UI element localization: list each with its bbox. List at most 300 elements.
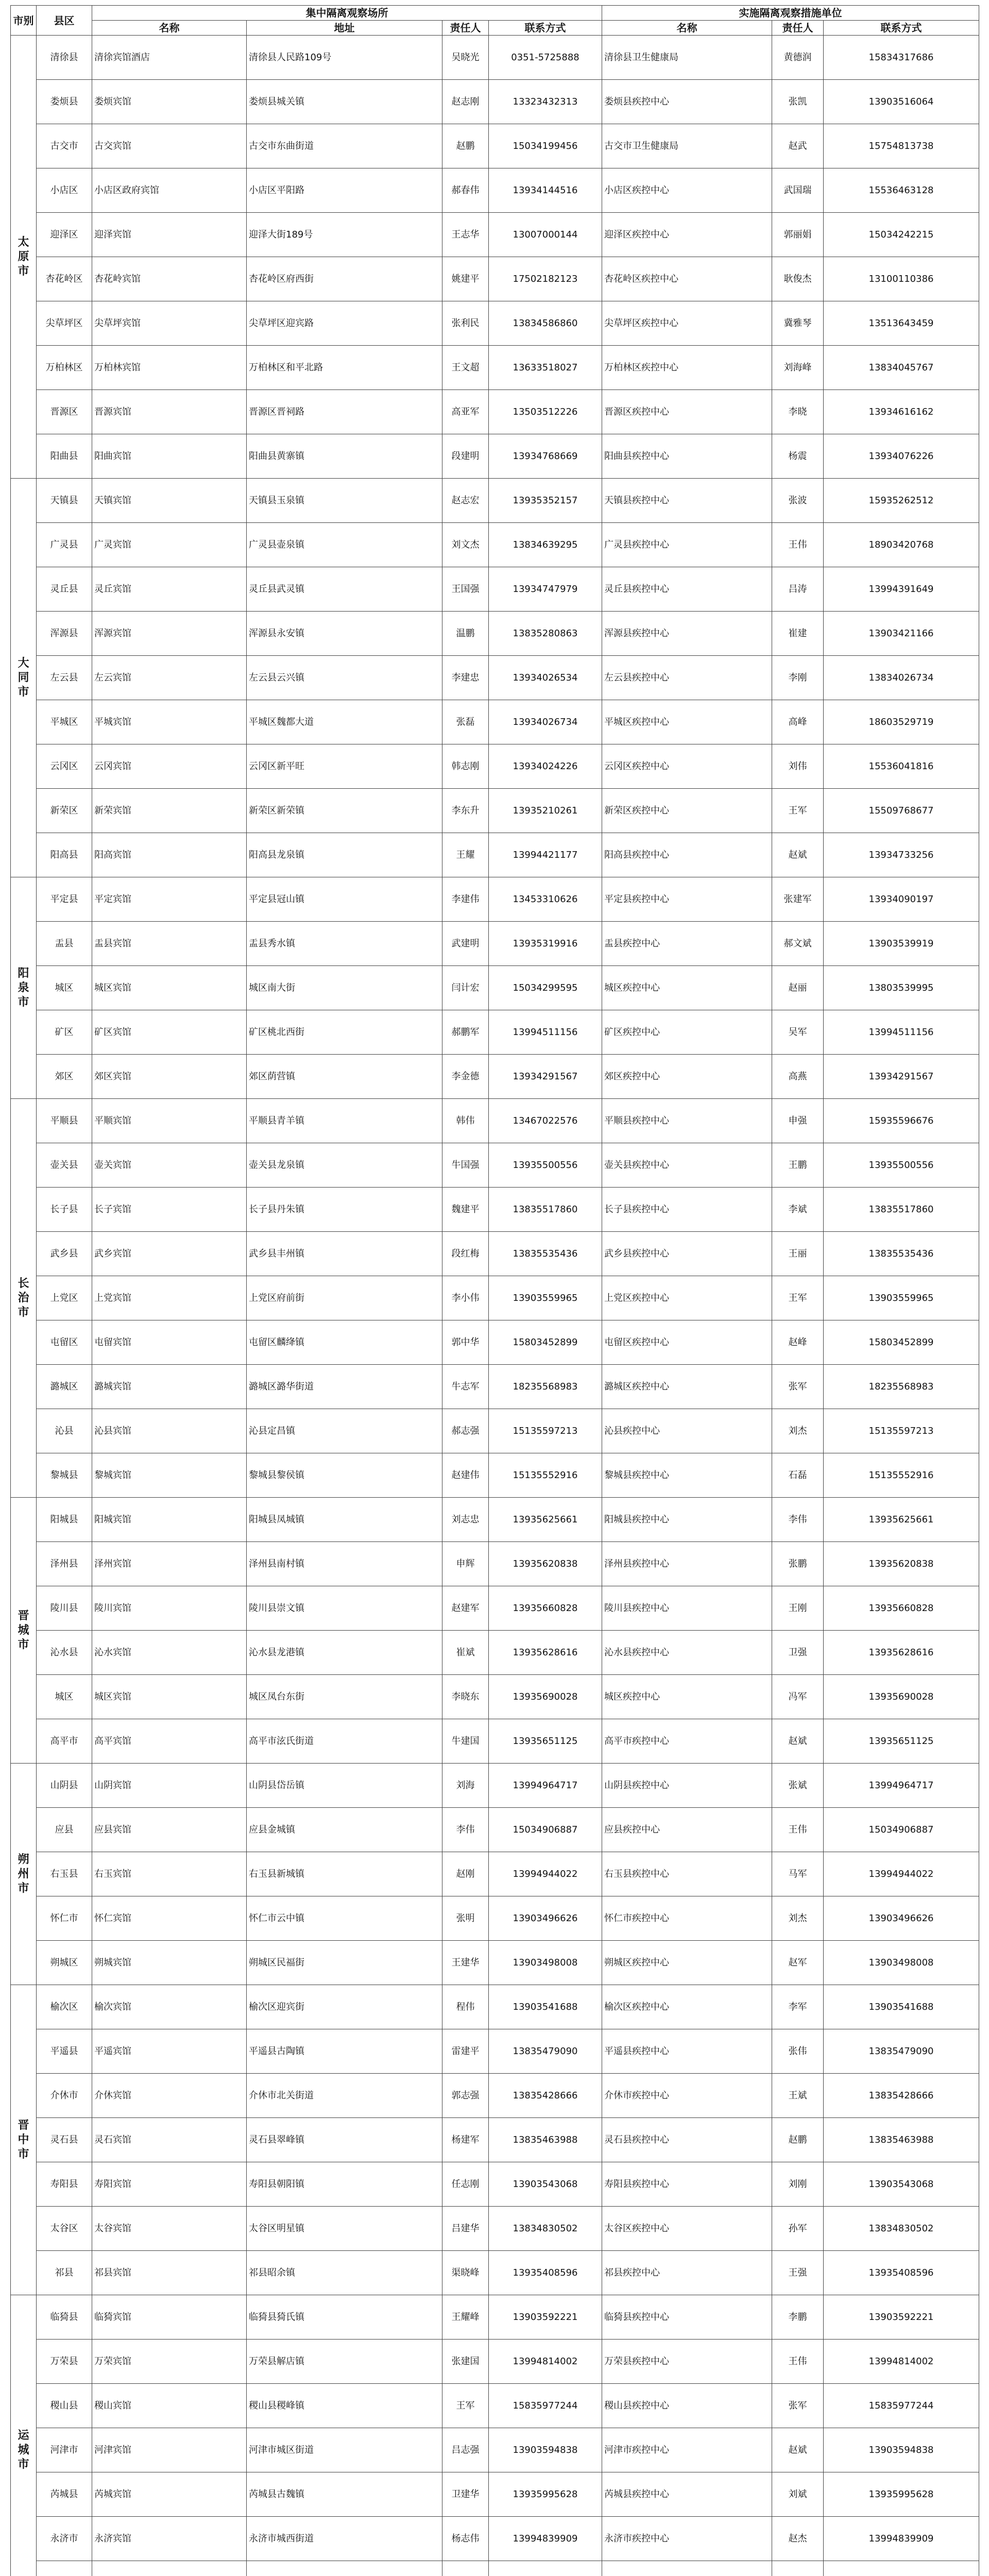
impl-person-cell: 张军 bbox=[772, 2384, 824, 2428]
impl-person-cell: 赵斌 bbox=[772, 2428, 824, 2472]
city-cell: 晋城市 bbox=[11, 1498, 37, 1764]
impl-name-cell: 稷山县疾控中心 bbox=[602, 2384, 772, 2428]
table-row bbox=[11, 1675, 979, 1719]
impl-phone-cell: 13935500556 bbox=[824, 1143, 979, 1188]
site-phone-cell: 13935319916 bbox=[489, 922, 602, 966]
site-phone-cell: 13903594838 bbox=[489, 2428, 602, 2472]
county-cell: 陵川县 bbox=[37, 1586, 92, 1631]
site-name-cell: 上党宾馆 bbox=[92, 1276, 247, 1320]
site-name-cell: 左云宾馆 bbox=[92, 656, 247, 700]
table-row bbox=[11, 1188, 979, 1232]
impl-phone-cell: 15536041816 bbox=[824, 744, 979, 789]
site-phone-cell: 15803452899 bbox=[489, 1320, 602, 1365]
site-address-cell: 娄烦县城关镇 bbox=[247, 80, 442, 124]
site-person-cell: 韩伟 bbox=[442, 1099, 489, 1143]
site-name-cell: 河津宾馆 bbox=[92, 2428, 247, 2472]
impl-name-cell: 晋源区疾控中心 bbox=[602, 390, 772, 434]
impl-phone-cell: 13903592221 bbox=[824, 2295, 979, 2340]
header-name: 名称 bbox=[92, 21, 247, 36]
site-name-cell: 郊区宾馆 bbox=[92, 1055, 247, 1099]
site-address-cell: 泽州县南村镇 bbox=[247, 1542, 442, 1586]
site-name-cell: 古交宾馆 bbox=[92, 124, 247, 168]
site-phone-cell: 13834830502 bbox=[489, 2207, 602, 2251]
site-person-cell: 张利民 bbox=[442, 301, 489, 346]
city-cell: 长治市 bbox=[11, 1099, 37, 1498]
site-name-cell: 阳曲宾馆 bbox=[92, 434, 247, 479]
site-phone-cell: 13994814002 bbox=[489, 2340, 602, 2384]
impl-person-cell: 高峰 bbox=[772, 700, 824, 744]
county-cell: 平城区 bbox=[37, 700, 92, 744]
impl-phone-cell: 13934733256 bbox=[824, 833, 979, 877]
impl-phone-cell: 13935690028 bbox=[824, 1675, 979, 1719]
impl-name-cell: 郊区疾控中心 bbox=[602, 1055, 772, 1099]
site-phone-cell: 15034299595 bbox=[489, 966, 602, 1010]
impl-person-cell: 赵峰 bbox=[772, 1320, 824, 1365]
site-address-cell: 城区凤台东街 bbox=[247, 1675, 442, 1719]
table-row bbox=[11, 1409, 979, 1453]
impl-person-cell: 王鹏 bbox=[772, 1143, 824, 1188]
site-name-cell: 祁县宾馆 bbox=[92, 2251, 247, 2295]
table-row bbox=[11, 1276, 979, 1320]
site-name-cell: 尖草坪宾馆 bbox=[92, 301, 247, 346]
table-row bbox=[11, 2428, 979, 2472]
impl-person-cell: 杨震 bbox=[772, 434, 824, 479]
county-cell: 阳城县 bbox=[37, 1498, 92, 1542]
impl-person-cell: 李鹏 bbox=[772, 2295, 824, 2340]
impl-name-cell: 芮城县疾控中心 bbox=[602, 2472, 772, 2517]
site-address-cell: 高平市泫氏街道 bbox=[247, 1719, 442, 1764]
site-person-cell: 段建明 bbox=[442, 434, 489, 479]
impl-phone-cell: 13903541688 bbox=[824, 1985, 979, 2029]
impl-person-cell: 刘杰 bbox=[772, 1409, 824, 1453]
impl-person-cell: 冀雅琴 bbox=[772, 301, 824, 346]
impl-person-cell: 赵杰 bbox=[772, 2517, 824, 2561]
impl-phone-cell: 13934616162 bbox=[824, 390, 979, 434]
county-cell: 新荣区 bbox=[37, 789, 92, 833]
impl-person-cell: 刘杰 bbox=[772, 1896, 824, 1941]
impl-person-cell: 张鹏 bbox=[772, 1542, 824, 1586]
impl-name-cell: 平定县疾控中心 bbox=[602, 877, 772, 922]
impl-phone-cell: 13935651125 bbox=[824, 1719, 979, 1764]
impl-phone-cell: 13834026734 bbox=[824, 656, 979, 700]
header-impl-person: 责任人 bbox=[772, 21, 824, 36]
impl-name-cell: 平顺县疾控中心 bbox=[602, 1099, 772, 1143]
impl-name-cell: 泽州县疾控中心 bbox=[602, 1542, 772, 1586]
site-person-cell: 王国强 bbox=[442, 567, 489, 612]
site-name-cell: 稷山宾馆 bbox=[92, 2384, 247, 2428]
site-address-cell: 平定县冠山镇 bbox=[247, 877, 442, 922]
site-person-cell: 牛建国 bbox=[442, 1719, 489, 1764]
site-address-cell: 古交市东曲街道 bbox=[247, 124, 442, 168]
impl-name-cell: 永济市疾控中心 bbox=[602, 2517, 772, 2561]
site-address-cell: 平城区魏都大道 bbox=[247, 700, 442, 744]
site-phone-cell: 13935352157 bbox=[489, 479, 602, 523]
site-phone-cell: 15835977244 bbox=[489, 2384, 602, 2428]
site-address-cell bbox=[247, 2561, 442, 2576]
impl-phone-cell: 13935660828 bbox=[824, 1586, 979, 1631]
county-cell: 云冈区 bbox=[37, 744, 92, 789]
site-phone-cell: 13935500556 bbox=[489, 1143, 602, 1188]
county-cell: 山阴县 bbox=[37, 1764, 92, 1808]
table-row bbox=[11, 1498, 979, 1542]
site-person-cell: 郭中华 bbox=[442, 1320, 489, 1365]
site-address-cell: 阳高县龙泉镇 bbox=[247, 833, 442, 877]
table-row bbox=[11, 257, 979, 301]
county-cell: 长子县 bbox=[37, 1188, 92, 1232]
impl-phone-cell: 15803452899 bbox=[824, 1320, 979, 1365]
site-address-cell: 祁县昭余镇 bbox=[247, 2251, 442, 2295]
site-phone-cell: 13903498008 bbox=[489, 1941, 602, 1985]
county-cell: 万柏林区 bbox=[37, 346, 92, 390]
impl-person-cell: 王军 bbox=[772, 1276, 824, 1320]
table-row bbox=[11, 301, 979, 346]
site-name-cell: 介休宾馆 bbox=[92, 2074, 247, 2118]
site-person-cell: 张建国 bbox=[442, 2340, 489, 2384]
impl-phone-cell: 13994839909 bbox=[824, 2517, 979, 2561]
impl-phone-cell: 13834045767 bbox=[824, 346, 979, 390]
site-phone-cell: 13835280863 bbox=[489, 612, 602, 656]
site-person-cell: 赵刚 bbox=[442, 1852, 489, 1896]
county-cell: 榆次区 bbox=[37, 1985, 92, 2029]
table-row bbox=[11, 1143, 979, 1188]
table-row bbox=[11, 1453, 979, 1498]
impl-person-cell: 赵斌 bbox=[772, 833, 824, 877]
site-person-cell: 吕志强 bbox=[442, 2428, 489, 2472]
table-row bbox=[11, 2074, 979, 2118]
impl-phone-cell: 15834317686 bbox=[824, 36, 979, 80]
site-address-cell: 河津市城区街道 bbox=[247, 2428, 442, 2472]
site-address-cell: 万柏林区和平北路 bbox=[247, 346, 442, 390]
county-cell: 介休市 bbox=[37, 2074, 92, 2118]
site-name-cell: 朔城宾馆 bbox=[92, 1941, 247, 1985]
impl-name-cell: 尖草坪区疾控中心 bbox=[602, 301, 772, 346]
impl-name-cell: 矿区疾控中心 bbox=[602, 1010, 772, 1055]
impl-phone-cell: 13835479090 bbox=[824, 2029, 979, 2074]
city-cell: 朔州市 bbox=[11, 1764, 37, 1985]
table-row bbox=[11, 2162, 979, 2207]
impl-phone-cell: 13934090197 bbox=[824, 877, 979, 922]
site-name-cell: 盂县宾馆 bbox=[92, 922, 247, 966]
header-county: 县区 bbox=[37, 6, 92, 36]
site-address-cell: 壶关县龙泉镇 bbox=[247, 1143, 442, 1188]
site-person-cell: 李建忠 bbox=[442, 656, 489, 700]
site-phone-cell: 13994511156 bbox=[489, 1010, 602, 1055]
impl-name-cell: 阳曲县疾控中心 bbox=[602, 434, 772, 479]
impl-phone-cell: 13835428666 bbox=[824, 2074, 979, 2118]
table-row bbox=[11, 2340, 979, 2384]
impl-name-cell: 临猗县疾控中心 bbox=[602, 2295, 772, 2340]
site-person-cell: 吕建华 bbox=[442, 2207, 489, 2251]
table-body bbox=[11, 36, 979, 2576]
site-address-cell: 杏花岭区府西街 bbox=[247, 257, 442, 301]
site-address-cell: 应县金城镇 bbox=[247, 1808, 442, 1852]
site-person-cell: 赵鹏 bbox=[442, 124, 489, 168]
impl-person-cell: 张建军 bbox=[772, 877, 824, 922]
site-phone-cell: 15034906887 bbox=[489, 1808, 602, 1852]
impl-person-cell: 王伟 bbox=[772, 523, 824, 567]
site-name-cell: 武乡宾馆 bbox=[92, 1232, 247, 1276]
city-cell: 太原市 bbox=[11, 36, 37, 479]
impl-phone-cell: 13994814002 bbox=[824, 2340, 979, 2384]
site-person-cell: 高亚军 bbox=[442, 390, 489, 434]
table-row bbox=[11, 168, 979, 213]
site-person-cell: 温鹏 bbox=[442, 612, 489, 656]
impl-name-cell: 阳城县疾控中心 bbox=[602, 1498, 772, 1542]
impl-phone-cell: 18603529719 bbox=[824, 700, 979, 744]
site-person-cell: 王军 bbox=[442, 2384, 489, 2428]
impl-name-cell: 榆次区疾控中心 bbox=[602, 1985, 772, 2029]
impl-name-cell: 古交市卫生健康局 bbox=[602, 124, 772, 168]
site-address-cell: 城区南大街 bbox=[247, 966, 442, 1010]
impl-person-cell: 赵武 bbox=[772, 124, 824, 168]
site-address-cell: 朔城区民福街 bbox=[247, 1941, 442, 1985]
impl-name-cell: 怀仁市疾控中心 bbox=[602, 1896, 772, 1941]
header-group-central: 集中隔离观察场所 bbox=[92, 6, 602, 21]
impl-person-cell: 赵鹏 bbox=[772, 2118, 824, 2162]
county-cell: 黎城县 bbox=[37, 1453, 92, 1498]
impl-phone-cell: 15034906887 bbox=[824, 1808, 979, 1852]
site-person-cell: 任志刚 bbox=[442, 2162, 489, 2207]
county-cell: 小店区 bbox=[37, 168, 92, 213]
table-row bbox=[11, 700, 979, 744]
county-cell: 古交市 bbox=[37, 124, 92, 168]
site-phone-cell: 13453310626 bbox=[489, 877, 602, 922]
site-phone-cell: 13835535436 bbox=[489, 1232, 602, 1276]
site-address-cell: 矿区桃北西街 bbox=[247, 1010, 442, 1055]
site-person-cell: 赵志刚 bbox=[442, 80, 489, 124]
table-row bbox=[11, 2384, 979, 2428]
impl-person-cell: 张凯 bbox=[772, 80, 824, 124]
header-city: 市别 bbox=[11, 6, 37, 36]
site-person-cell: 王耀 bbox=[442, 833, 489, 877]
site-phone-cell: 13835517860 bbox=[489, 1188, 602, 1232]
county-cell: 怀仁市 bbox=[37, 1896, 92, 1941]
site-person-cell: 李建伟 bbox=[442, 877, 489, 922]
header-group-impl: 实施隔离观察措施单位 bbox=[602, 6, 979, 21]
impl-phone-cell: 13903516064 bbox=[824, 80, 979, 124]
site-person-cell: 刘海 bbox=[442, 1764, 489, 1808]
site-address-cell: 沁水县龙港镇 bbox=[247, 1631, 442, 1675]
impl-name-cell: 城区疾控中心 bbox=[602, 1675, 772, 1719]
site-phone-cell: 13935620838 bbox=[489, 1542, 602, 1586]
site-person-cell: 李晓东 bbox=[442, 1675, 489, 1719]
header-row-columns bbox=[11, 21, 979, 36]
impl-name-cell: 上党区疾控中心 bbox=[602, 1276, 772, 1320]
county-cell: 高平市 bbox=[37, 1719, 92, 1764]
table-row bbox=[11, 2295, 979, 2340]
site-name-cell: 新荣宾馆 bbox=[92, 789, 247, 833]
table-row bbox=[11, 1010, 979, 1055]
site-name-cell: 高平宾馆 bbox=[92, 1719, 247, 1764]
county-cell: 晋源区 bbox=[37, 390, 92, 434]
impl-name-cell: 左云县疾控中心 bbox=[602, 656, 772, 700]
site-name-cell: 屯留宾馆 bbox=[92, 1320, 247, 1365]
site-name-cell: 云冈宾馆 bbox=[92, 744, 247, 789]
site-phone-cell: 15135597213 bbox=[489, 1409, 602, 1453]
site-person-cell bbox=[442, 2561, 489, 2576]
site-address-cell: 平遥县古陶镇 bbox=[247, 2029, 442, 2074]
site-phone-cell: 13835463988 bbox=[489, 2118, 602, 2162]
site-person-cell: 郝志强 bbox=[442, 1409, 489, 1453]
site-address-cell: 山阴县岱岳镇 bbox=[247, 1764, 442, 1808]
site-address-cell: 芮城县古魏镇 bbox=[247, 2472, 442, 2517]
impl-person-cell: 耿俊杰 bbox=[772, 257, 824, 301]
site-address-cell: 潞城区潞华街道 bbox=[247, 1365, 442, 1409]
site-person-cell: 李东升 bbox=[442, 789, 489, 833]
site-person-cell: 张磊 bbox=[442, 700, 489, 744]
impl-person-cell: 王强 bbox=[772, 2251, 824, 2295]
site-phone-cell: 13903543068 bbox=[489, 2162, 602, 2207]
county-cell: 寿阳县 bbox=[37, 2162, 92, 2207]
site-name-cell: 万柏林宾馆 bbox=[92, 346, 247, 390]
table-row bbox=[11, 922, 979, 966]
impl-phone-cell: 13935408596 bbox=[824, 2251, 979, 2295]
county-cell: 阳曲县 bbox=[37, 434, 92, 479]
impl-person-cell: 张军 bbox=[772, 1365, 824, 1409]
county-cell: 天镇县 bbox=[37, 479, 92, 523]
site-person-cell: 崔斌 bbox=[442, 1631, 489, 1675]
impl-name-cell: 沁水县疾控中心 bbox=[602, 1631, 772, 1675]
site-name-cell: 泽州宾馆 bbox=[92, 1542, 247, 1586]
impl-person-cell: 刘伟 bbox=[772, 744, 824, 789]
impl-person-cell: 赵军 bbox=[772, 1941, 824, 1985]
impl-phone-cell: 13994391649 bbox=[824, 567, 979, 612]
impl-person-cell: 王丽 bbox=[772, 1232, 824, 1276]
impl-person-cell: 赵丽 bbox=[772, 966, 824, 1010]
impl-name-cell: 武乡县疾控中心 bbox=[602, 1232, 772, 1276]
site-name-cell: 浑源宾馆 bbox=[92, 612, 247, 656]
impl-person-cell: 李斌 bbox=[772, 1188, 824, 1232]
site-person-cell: 吴晓光 bbox=[442, 36, 489, 80]
table-row bbox=[11, 479, 979, 523]
table-row bbox=[11, 1719, 979, 1764]
header-address: 地址 bbox=[247, 21, 442, 36]
site-name-cell: 应县宾馆 bbox=[92, 1808, 247, 1852]
site-phone-cell: 13633518027 bbox=[489, 346, 602, 390]
site-address-cell: 浑源县永安镇 bbox=[247, 612, 442, 656]
site-name-cell: 清徐宾馆酒店 bbox=[92, 36, 247, 80]
site-phone-cell: 13934747979 bbox=[489, 567, 602, 612]
site-phone-cell: 13935408596 bbox=[489, 2251, 602, 2295]
site-person-cell: 赵建伟 bbox=[442, 1453, 489, 1498]
county-cell: 杏花岭区 bbox=[37, 257, 92, 301]
site-phone-cell: 13994964717 bbox=[489, 1764, 602, 1808]
site-person-cell: 韩志刚 bbox=[442, 744, 489, 789]
site-name-cell: 平遥宾馆 bbox=[92, 2029, 247, 2074]
site-person-cell: 杨建军 bbox=[442, 2118, 489, 2162]
table-row bbox=[11, 80, 979, 124]
site-phone-cell: 13834586860 bbox=[489, 301, 602, 346]
table-row bbox=[11, 877, 979, 922]
county-cell: 平顺县 bbox=[37, 1099, 92, 1143]
impl-person-cell: 高燕 bbox=[772, 1055, 824, 1099]
impl-phone-cell: 18235568983 bbox=[824, 1365, 979, 1409]
county-cell: 灵石县 bbox=[37, 2118, 92, 2162]
site-address-cell: 上党区府前街 bbox=[247, 1276, 442, 1320]
site-person-cell: 王耀峰 bbox=[442, 2295, 489, 2340]
site-name-cell: 阳高宾馆 bbox=[92, 833, 247, 877]
impl-name-cell: 万荣县疾控中心 bbox=[602, 2340, 772, 2384]
impl-name-cell: 平城区疾控中心 bbox=[602, 700, 772, 744]
table-row bbox=[11, 2517, 979, 2561]
impl-name-cell: 太谷区疾控中心 bbox=[602, 2207, 772, 2251]
site-name-cell: 壶关宾馆 bbox=[92, 1143, 247, 1188]
impl-phone-cell: 15536463128 bbox=[824, 168, 979, 213]
table-row bbox=[11, 1808, 979, 1852]
impl-person-cell: 张波 bbox=[772, 479, 824, 523]
impl-phone-cell: 13934076226 bbox=[824, 434, 979, 479]
site-address-cell: 灵丘县武灵镇 bbox=[247, 567, 442, 612]
site-address-cell: 天镇县玉泉镇 bbox=[247, 479, 442, 523]
site-phone-cell: 13934026534 bbox=[489, 656, 602, 700]
site-phone-cell: 13935628616 bbox=[489, 1631, 602, 1675]
site-person-cell: 牛国强 bbox=[442, 1143, 489, 1188]
impl-name-cell: 山阴县疾控中心 bbox=[602, 1764, 772, 1808]
site-name-cell: 潞城宾馆 bbox=[92, 1365, 247, 1409]
table-row bbox=[11, 1896, 979, 1941]
impl-person-cell: 李军 bbox=[772, 1985, 824, 2029]
impl-person-cell: 张伟 bbox=[772, 2029, 824, 2074]
impl-name-cell: 广灵县疾控中心 bbox=[602, 523, 772, 567]
impl-phone-cell: 13935995628 bbox=[824, 2472, 979, 2517]
impl-name-cell: 高平市疾控中心 bbox=[602, 1719, 772, 1764]
county-cell: 迎泽区 bbox=[37, 213, 92, 257]
impl-name-cell: 城区疾控中心 bbox=[602, 966, 772, 1010]
site-name-cell: 平顺宾馆 bbox=[92, 1099, 247, 1143]
county-cell: 郊区 bbox=[37, 1055, 92, 1099]
site-phone-cell: 13903559965 bbox=[489, 1276, 602, 1320]
table-row bbox=[11, 346, 979, 390]
impl-person-cell: 李晓 bbox=[772, 390, 824, 434]
header-row-group bbox=[11, 6, 979, 21]
impl-name-cell: 沁县疾控中心 bbox=[602, 1409, 772, 1453]
site-phone-cell: 13903496626 bbox=[489, 1896, 602, 1941]
impl-name-cell: 清徐县卫生健康局 bbox=[602, 36, 772, 80]
site-phone-cell: 0351-5725888 bbox=[489, 36, 602, 80]
table-row bbox=[11, 2118, 979, 2162]
county-cell: 右玉县 bbox=[37, 1852, 92, 1896]
site-phone-cell: 13467022576 bbox=[489, 1099, 602, 1143]
county-cell: 沁县 bbox=[37, 1409, 92, 1453]
impl-phone-cell: 13835535436 bbox=[824, 1232, 979, 1276]
impl-person-cell: 崔建 bbox=[772, 612, 824, 656]
site-address-cell: 清徐县人民路109号 bbox=[247, 36, 442, 80]
site-phone-cell: 13934768669 bbox=[489, 434, 602, 479]
city-cell: 晋中市 bbox=[11, 1985, 37, 2295]
impl-name-cell: 潞城区疾控中心 bbox=[602, 1365, 772, 1409]
site-name-cell: 矿区宾馆 bbox=[92, 1010, 247, 1055]
site-person-cell: 姚建平 bbox=[442, 257, 489, 301]
table-row bbox=[11, 1764, 979, 1808]
impl-phone-cell: 18903420768 bbox=[824, 523, 979, 567]
county-cell: 平定县 bbox=[37, 877, 92, 922]
site-phone-cell: 13835479090 bbox=[489, 2029, 602, 2074]
impl-name-cell: 祁县疾控中心 bbox=[602, 2251, 772, 2295]
site-name-cell: 灵丘宾馆 bbox=[92, 567, 247, 612]
site-name-cell: 山阴宾馆 bbox=[92, 1764, 247, 1808]
site-address-cell: 稷山县稷峰镇 bbox=[247, 2384, 442, 2428]
site-address-cell: 阳曲县黄寨镇 bbox=[247, 434, 442, 479]
table-row bbox=[11, 1055, 979, 1099]
site-person-cell: 郝春伟 bbox=[442, 168, 489, 213]
site-person-cell: 杨志伟 bbox=[442, 2517, 489, 2561]
impl-phone-cell: 13803539995 bbox=[824, 966, 979, 1010]
county-cell: 清徐县 bbox=[37, 36, 92, 80]
impl-name-cell: 灵石县疾控中心 bbox=[602, 2118, 772, 2162]
site-name-cell: 太谷宾馆 bbox=[92, 2207, 247, 2251]
impl-name-cell bbox=[602, 2561, 772, 2576]
table-row bbox=[11, 1099, 979, 1143]
